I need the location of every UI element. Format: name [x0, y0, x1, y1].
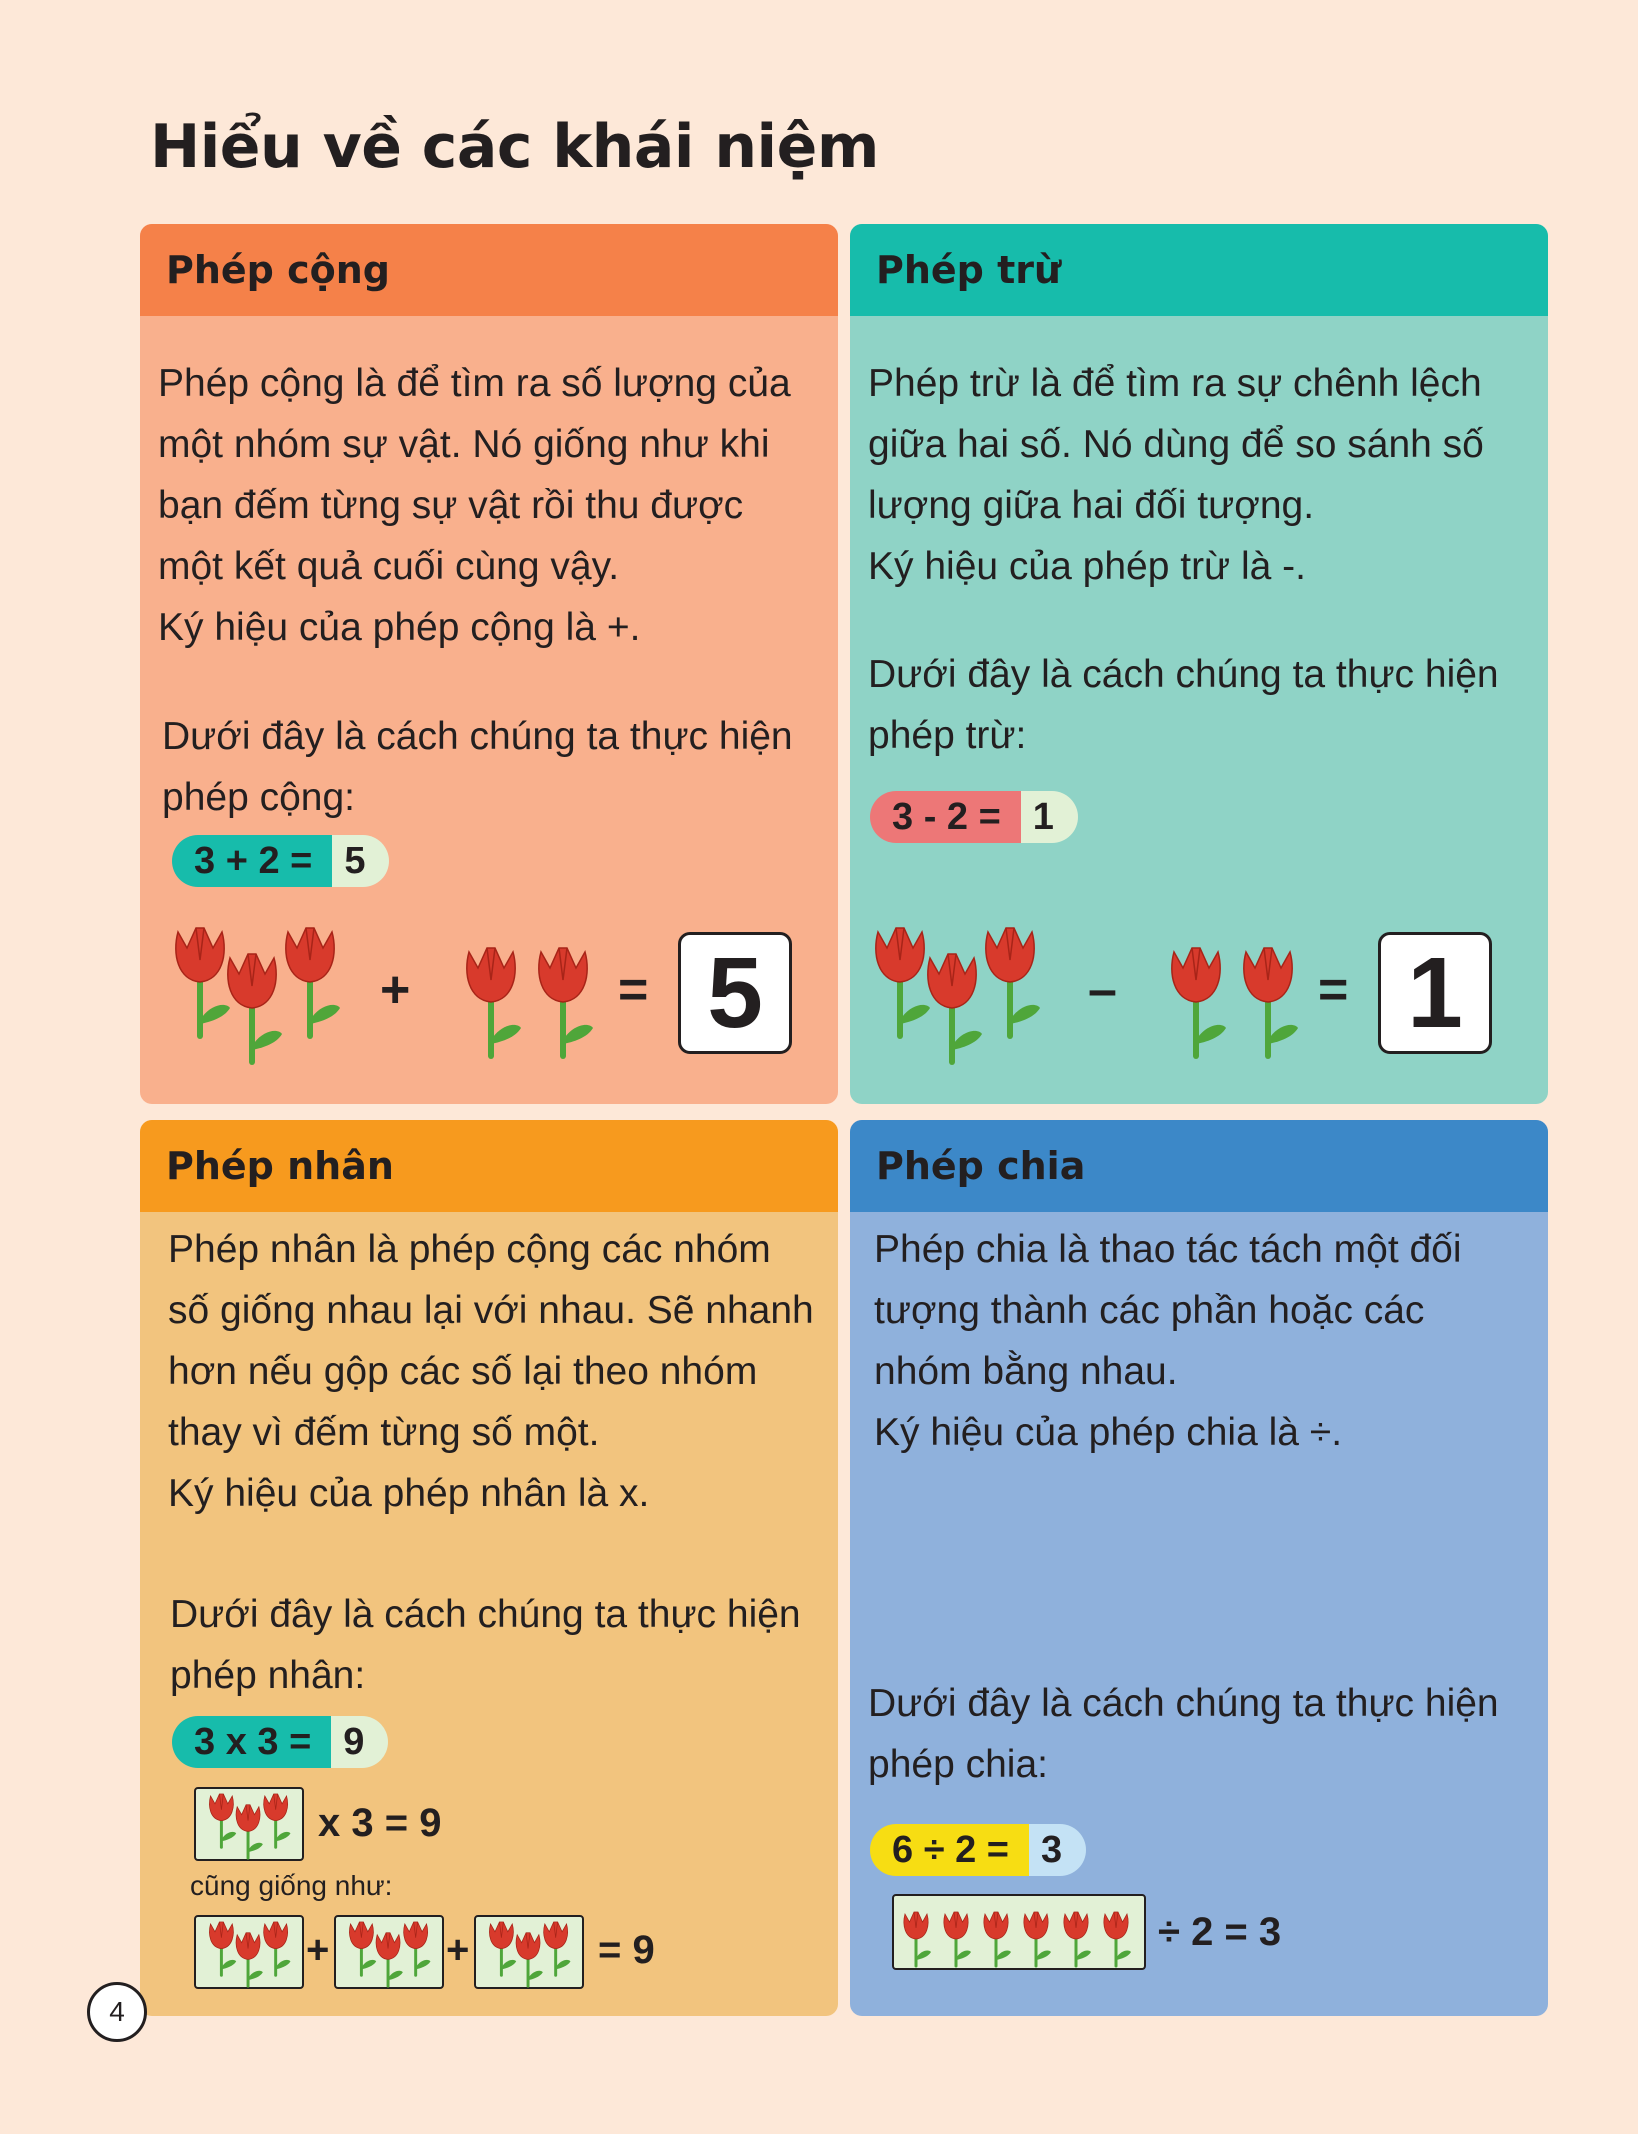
- multiplication-sum-box-3: [474, 1915, 584, 1989]
- multiplication-sum-equation: = 9: [598, 1928, 655, 1972]
- subtraction-equation-lhs: 3 - 2 =: [870, 791, 1021, 843]
- page-number: 4: [87, 1982, 147, 2042]
- addition-howto: Dưới đây là cách chúng ta thực hiện phép cộng:: [162, 715, 793, 819]
- division-howto: Dưới đây là cách chúng ta thực hiện phép chia:: [868, 1682, 1499, 1786]
- addition-equation-pill: [172, 835, 389, 887]
- subtraction-result-box: 1: [1378, 932, 1492, 1054]
- subtraction-tulips-left: [860, 920, 1060, 1070]
- addition-equation-result: 5: [332, 835, 389, 887]
- multiplication-equation-result: 9: [331, 1716, 388, 1768]
- multiplication-plus-2: +: [446, 1928, 470, 1972]
- multiplication-sum-box-2: [334, 1915, 444, 1989]
- subtraction-heading: Phép trừ: [850, 224, 1548, 316]
- subtraction-equation-pill: [870, 791, 1078, 843]
- subtraction-howto: Dưới đây là cách chúng ta thực hiện phép trừ:: [868, 653, 1499, 757]
- addition-equation-lhs: 3 + 2 =: [172, 835, 332, 887]
- division-group-box: [892, 1894, 1146, 1970]
- multiplication-sum-box-1: [194, 1915, 304, 1989]
- division-equation-lhs: 6 ÷ 2 =: [870, 1824, 1029, 1876]
- multiplication-group-equation: x 3 = 9: [318, 1801, 442, 1845]
- subtraction-tulips-right: [1160, 940, 1320, 1070]
- multiplication-group-box: [194, 1787, 304, 1861]
- addition-equals-sign: =: [618, 961, 649, 1019]
- addition-description: Phép cộng là để tìm ra số lượng của một nhóm sự vật. Nó giống như khi bạn đếm từng sự vật rồi thu được một kết quả cuối cùng vậy. Ký hiệu của phép cộng là +.: [158, 362, 791, 649]
- addition-plus-sign: +: [380, 961, 411, 1019]
- multiplication-howto: Dưới đây là cách chúng ta thực hiện phép nhân:: [170, 1593, 801, 1697]
- division-group-equation: ÷ 2 = 3: [1158, 1910, 1282, 1954]
- addition-tulips-left: [160, 920, 360, 1070]
- division-description: Phép chia là thao tác tách một đối tượng thành các phần hoặc các nhóm bằng nhau. Ký hiệu của phép chia là ÷.: [874, 1228, 1462, 1454]
- multiplication-also-label: cũng giống như:: [190, 1870, 393, 1901]
- division-heading: Phép chia: [850, 1120, 1548, 1212]
- addition-result-box: 5: [678, 932, 792, 1054]
- subtraction-minus-sign: –: [1088, 961, 1117, 1019]
- page-title: Hiểu về các khái niệm: [150, 112, 879, 182]
- multiplication-plus-1: +: [306, 1928, 330, 1972]
- multiplication-heading: Phép nhân: [140, 1120, 838, 1212]
- multiplication-equation-pill: [172, 1716, 388, 1768]
- multiplication-equation-lhs: 3 x 3 =: [172, 1716, 331, 1768]
- subtraction-equals-sign: =: [1318, 961, 1349, 1019]
- addition-tulips-right: [455, 940, 615, 1070]
- addition-heading: Phép cộng: [140, 224, 838, 316]
- division-equation-pill: [870, 1824, 1086, 1876]
- subtraction-description: Phép trừ là để tìm ra sự chênh lệch giữa hai số. Nó dùng để so sánh số lượng giữa hai đối tượng. Ký hiệu của phép trừ là -.: [868, 362, 1484, 588]
- subtraction-equation-result: 1: [1021, 791, 1078, 843]
- division-equation-result: 3: [1029, 1824, 1086, 1876]
- multiplication-description: Phép nhân là phép cộng các nhóm số giống nhau lại với nhau. Sẽ nhanh hơn nếu gộp các số lại theo nhóm thay vì đếm từng số một. Ký hiệu của phép nhân là x.: [168, 1228, 814, 1515]
